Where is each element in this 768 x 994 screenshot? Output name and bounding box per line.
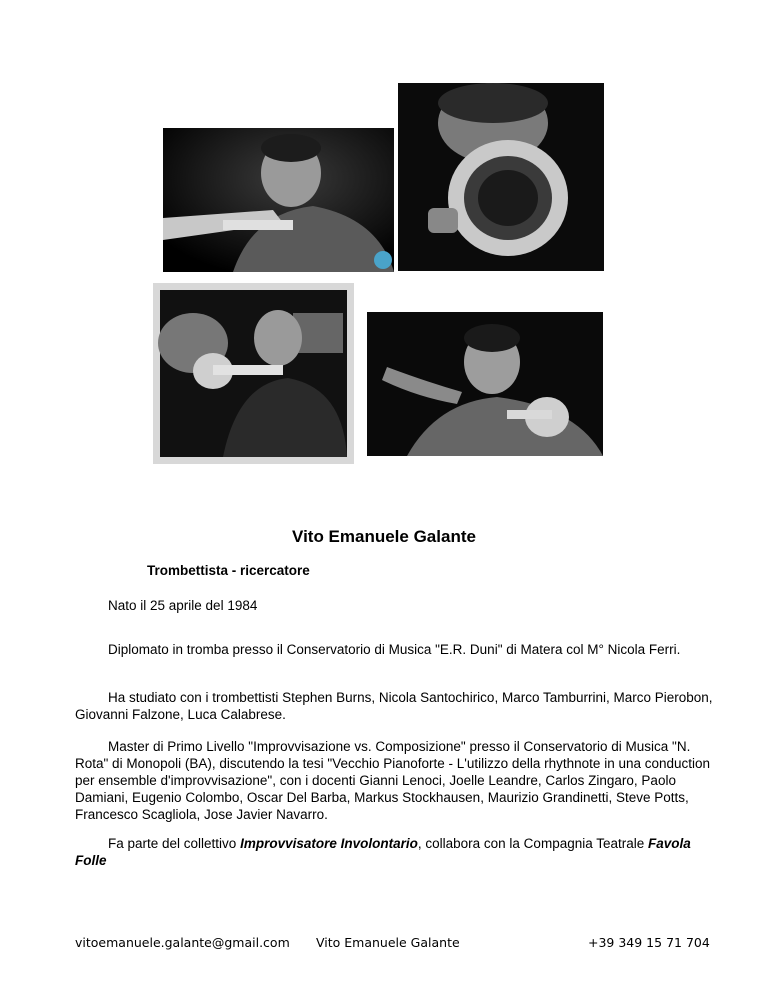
bio-collective: Fa parte del collettivo Improvvisatore Involontario, collabora con la Compagnia Teatrale Favola Folle — [75, 836, 691, 868]
bio-master: Master di Primo Livello "Improvvisazione vs. Composizione" presso il Conservatorio di Musica "N. Rota" di Monopoli (BA), discutendo la tesi "Vecchio Pianoforte - L'utilizzo della rhythnote in una conduction per ensemble d'improvvisazione", con i docenti Gianni Lenoci, Joelle Leandre, Carlos Zingaro, Paolo Damiani, Eugenio Colombo, Oscar Del Barba, Markus Stockhausen, Maurizio Grandinetti, Steve Potts, Francesco Scagliola, Jose Javier Navarro. — [75, 739, 711, 822]
photo-trumpet-profile — [163, 128, 394, 272]
footer-name: Vito Emanuele Galante — [316, 935, 460, 950]
collective-name: Improvvisatore Involontario — [240, 836, 418, 851]
bio-studies: Ha studiato con i trombettisti Stephen Burns, Nicola Santochirico, Marco Tamburrini, Marco Pierobon, Giovanni Falzone, Luca Calabrese. — [75, 690, 713, 722]
footer-phone: +39 349 15 71 704 — [588, 935, 710, 950]
photo-trumpet-eyes-closed — [367, 312, 603, 456]
company-name: Favola Folle — [75, 836, 691, 868]
role-subtitle: Trombettista - ricercatore — [147, 563, 310, 578]
person-name-heading: Vito Emanuele Galante — [292, 527, 476, 546]
bio-born: Nato il 25 aprile del 1984 — [108, 598, 258, 613]
footer-email: vitoemanuele.galante@gmail.com — [75, 935, 290, 950]
photo-trumpet-bell — [398, 83, 604, 271]
bio-diploma: Diplomato in tromba presso il Conservatorio di Musica "E.R. Duni" di Matera col M° Nicola Ferri. — [108, 642, 681, 657]
photo-trumpet-stage — [153, 283, 354, 464]
